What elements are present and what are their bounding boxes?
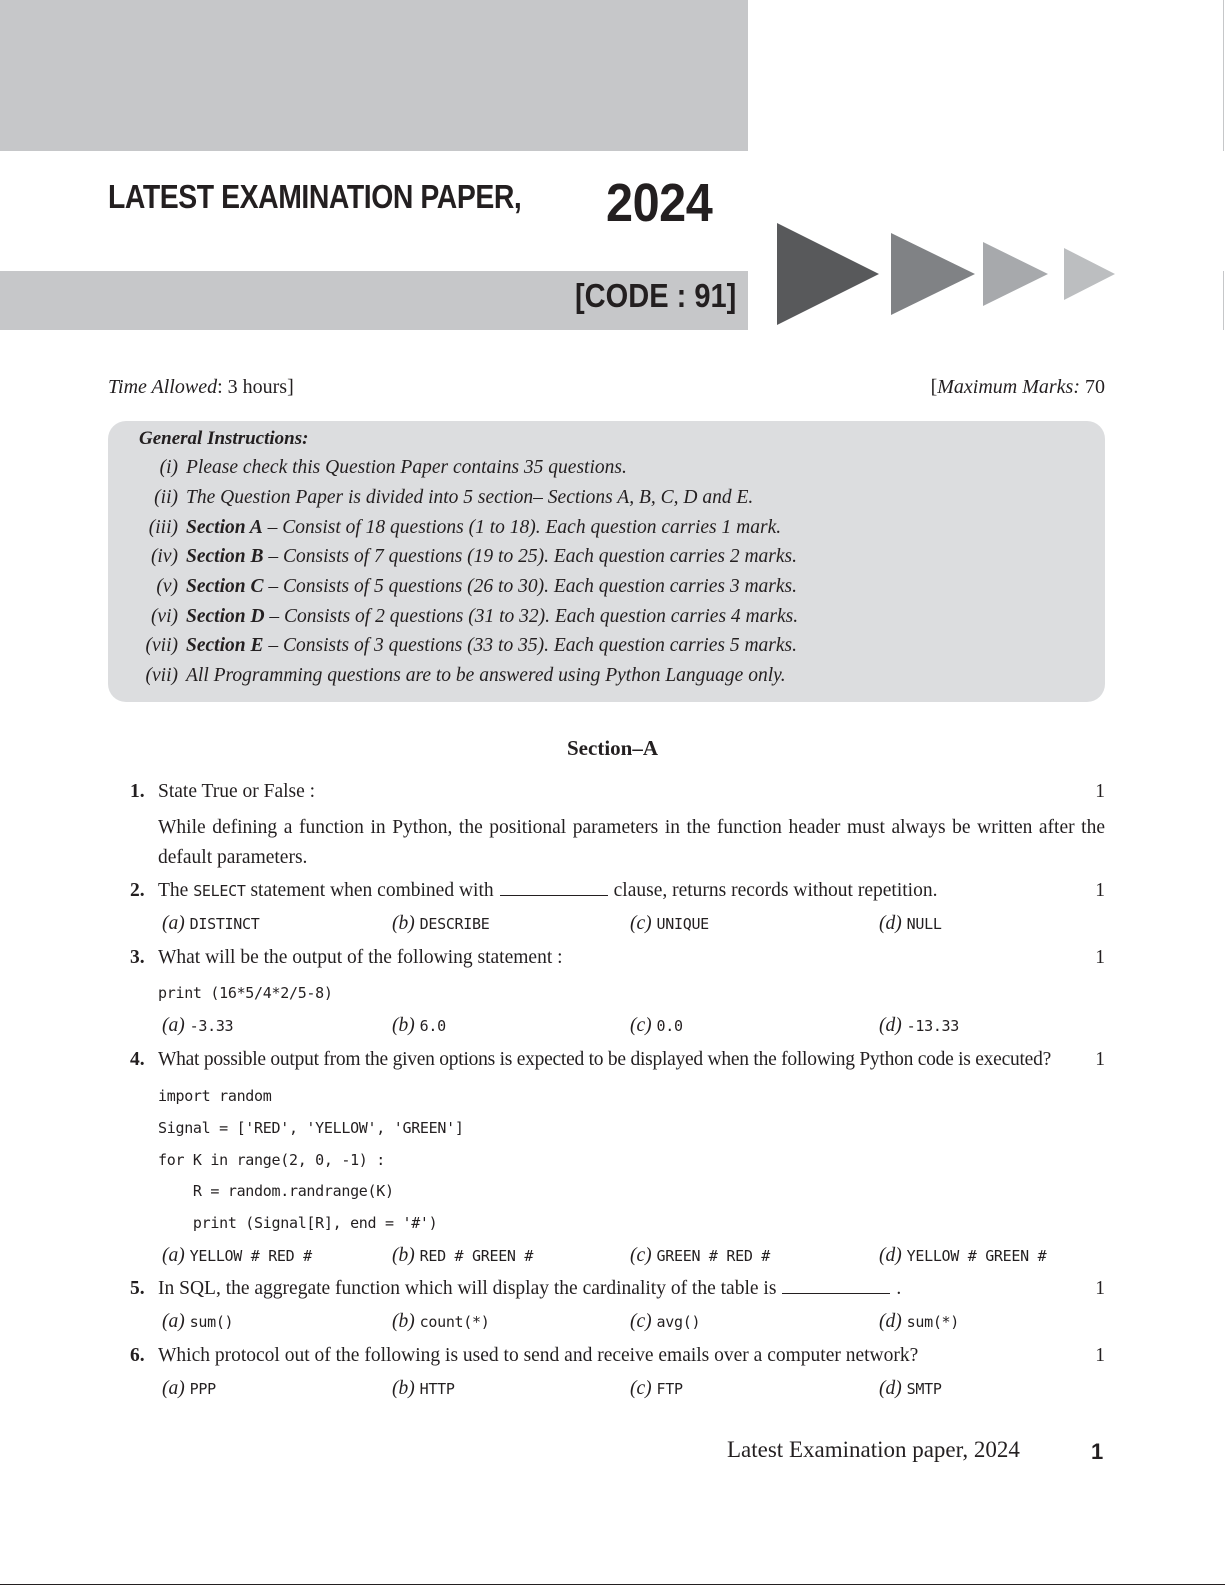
option-value: NULL (906, 915, 942, 933)
code-line: R = random.randrange(K) (158, 1182, 394, 1200)
option-label: (a) (162, 1311, 185, 1332)
option-label: (a) (162, 913, 185, 934)
instruction-number: (vii) (145, 665, 178, 686)
option-b (392, 913, 489, 935)
option-value: YELLOW # RED # (189, 1247, 312, 1265)
section-heading: Section–A (567, 736, 658, 760)
instruction-text (186, 576, 797, 598)
option-value: PPP (189, 1380, 216, 1398)
option-c (630, 913, 709, 935)
inline-code: SELECT (193, 882, 246, 900)
option-value: UNIQUE (656, 915, 709, 933)
footer-running-title: Latest Examination paper, 2024 (727, 1437, 1020, 1462)
instructions-title: General Instructions: (139, 428, 309, 449)
page-edge-line (1223, 0, 1224, 151)
option-a (162, 1311, 233, 1333)
option-label: (d) (879, 1311, 902, 1332)
instruction-bold: Section E (186, 635, 264, 656)
general-instructions-box (108, 421, 1105, 702)
option-value: DISTINCT (189, 915, 260, 933)
page-title (108, 173, 713, 233)
question-number: 3. (130, 947, 145, 968)
option-value: count(*) (419, 1313, 490, 1331)
option-label: (c) (630, 913, 652, 934)
question-text: Which protocol out of the following is used to send and receive emails over a computer network? (158, 1345, 919, 1366)
option-value: sum(*) (906, 1313, 960, 1331)
option-a (162, 1378, 216, 1400)
option-value: -13.33 (906, 1017, 960, 1035)
option-label: (b) (392, 1311, 415, 1332)
option-d (879, 913, 942, 935)
fill-in-blank (500, 881, 608, 896)
instruction-text (186, 487, 753, 509)
option-a (162, 913, 259, 935)
instruction-number: (iii) (148, 517, 178, 538)
option-value: FTP (656, 1380, 683, 1398)
option-value: -3.33 (189, 1017, 234, 1035)
instruction-bold: Section A (186, 517, 263, 538)
code-bar (0, 271, 748, 330)
option-c (630, 1378, 683, 1400)
instruction-body: The Question Paper is divided into 5 section– Sections A, B, C, D and E. (186, 487, 754, 508)
code-line: for K in range(2, 0, -1) : (158, 1151, 386, 1169)
option-label: (a) (162, 1245, 185, 1266)
instruction-text (186, 635, 797, 657)
option-label: (c) (630, 1015, 652, 1036)
arrow-decoration (770, 215, 1120, 330)
page-number: 1 (1091, 1439, 1104, 1464)
instruction-body: – Consist of 18 questions (1 to 18). Each question carries 1 mark. (262, 517, 782, 538)
option-d (879, 1311, 959, 1333)
paper-code: [CODE : 91] (574, 277, 736, 314)
arrow-icon-1 (777, 223, 879, 325)
option-value: GREEN # RED # (656, 1247, 771, 1265)
option-label: (b) (392, 1245, 415, 1266)
instruction-number: (ii) (154, 487, 178, 508)
question-marks: 1 (1095, 781, 1105, 802)
question-text (158, 1278, 901, 1300)
option-label: (c) (630, 1245, 652, 1266)
option-value: YELLOW # GREEN # (906, 1247, 1047, 1265)
option-value: sum() (189, 1313, 234, 1331)
question-statement: While defining a function in Python, the positional parameters in the function header must always be written after the default parameters. (158, 817, 1105, 868)
option-c (630, 1311, 700, 1333)
option-a (162, 1245, 312, 1267)
option-d (879, 1015, 959, 1037)
time-value: : 3 hours] (217, 376, 294, 398)
question-number: 2. (130, 880, 145, 901)
instruction-bold: Section D (186, 606, 265, 627)
instruction-bold: Section B (186, 546, 264, 567)
question-marks: 1 (1095, 880, 1105, 901)
marks-value: 70 (1080, 376, 1105, 398)
code-line: print (16*5/4*2/5-8) (158, 984, 333, 1002)
instruction-number: (iv) (150, 546, 178, 567)
time-label: Time Allowed (108, 376, 218, 398)
option-label: (d) (879, 1015, 902, 1036)
option-value: 6.0 (419, 1017, 446, 1035)
question-number: 4. (130, 1049, 145, 1070)
question-marks: 1 (1095, 1345, 1105, 1366)
option-b (392, 1245, 533, 1267)
title-text: LATEST EXAMINATION PAPER, (108, 178, 522, 215)
instruction-text (186, 517, 781, 539)
question-number: 6. (130, 1345, 145, 1366)
question-marks: 1 (1095, 1278, 1105, 1299)
instruction-body: Please check this Question Paper contains 35 questions. (186, 457, 627, 478)
question-text: What possible output from the given options is expected to be displayed when the following Python code is executed? (158, 1049, 1051, 1070)
instruction-text (186, 457, 627, 479)
option-label: (d) (879, 1245, 902, 1266)
question-text-part: In SQL, the aggregate function which will display the cardinality of the table is (158, 1278, 777, 1299)
option-a (162, 1015, 233, 1037)
option-label: (b) (392, 913, 415, 934)
code-line: print (Signal[R], end = '#') (158, 1214, 438, 1232)
maximum-marks (931, 376, 1105, 399)
question-text-part: clause, returns records without repetition. (613, 880, 938, 901)
marks-bracket: [ (930, 376, 938, 398)
instruction-body: All Programming questions are to be answered using Python Language only. (186, 665, 786, 686)
option-d (879, 1245, 1046, 1267)
option-value: HTTP (419, 1380, 455, 1398)
question-text-part: The (158, 880, 194, 901)
option-value: avg() (656, 1313, 701, 1331)
option-value: DESCRIBE (419, 915, 490, 933)
marks-label: Maximum Marks: (937, 376, 1080, 398)
question-text-part: . (896, 1278, 902, 1299)
instruction-body: – Consists of 5 questions (26 to 30). Each question carries 3 marks. (263, 576, 797, 597)
option-label: (b) (392, 1378, 415, 1399)
time-allowed (108, 376, 294, 399)
code-line: Signal = ['RED', 'YELLOW', 'GREEN'] (158, 1119, 464, 1137)
instruction-number: (v) (156, 576, 178, 597)
arrow-icon-2 (891, 233, 975, 315)
option-c (630, 1245, 770, 1267)
question-text: State True or False : (158, 781, 316, 802)
option-c (630, 1015, 683, 1037)
option-label: (c) (630, 1378, 652, 1399)
page-edge-line (1223, 271, 1224, 330)
instruction-text (186, 546, 797, 568)
instruction-body: – Consists of 2 questions (31 to 32). Each question carries 4 marks. (264, 606, 799, 627)
option-label: (c) (630, 1311, 652, 1332)
question-marks: 1 (1095, 947, 1105, 968)
option-label: (b) (392, 1015, 415, 1036)
instruction-body: – Consists of 3 questions (33 to 35). Each question carries 5 marks. (263, 635, 797, 656)
fill-in-blank (782, 1279, 890, 1294)
instruction-number: (vi) (150, 606, 178, 627)
arrow-icon-3 (983, 242, 1048, 306)
option-d (879, 1378, 942, 1400)
option-label: (a) (162, 1378, 185, 1399)
option-value: SMTP (906, 1380, 942, 1398)
instruction-text (186, 606, 798, 628)
option-b (392, 1015, 446, 1037)
code-line: import random (158, 1087, 272, 1105)
question-text (158, 880, 937, 902)
arrow-icon-4 (1064, 248, 1115, 300)
question-text-part: statement when combined with (245, 880, 494, 901)
question-text: What will be the output of the following statement : (158, 947, 563, 968)
option-value: RED # GREEN # (419, 1247, 534, 1265)
option-b (392, 1378, 455, 1400)
question-number: 5. (130, 1278, 145, 1299)
question-number: 1. (130, 781, 145, 802)
option-label: (a) (162, 1015, 185, 1036)
title-year: 2024 (606, 173, 713, 233)
option-label: (d) (879, 1378, 902, 1399)
instruction-number: (vii) (145, 635, 178, 656)
instruction-body: – Consists of 7 questions (19 to 25). Each question carries 2 marks. (263, 546, 797, 567)
header-top-band (0, 0, 748, 151)
question-marks: 1 (1095, 1049, 1105, 1070)
instruction-number: (i) (159, 457, 178, 478)
instruction-bold: Section C (186, 576, 264, 597)
instruction-text (186, 665, 786, 687)
option-b (392, 1311, 489, 1333)
option-value: 0.0 (656, 1017, 683, 1035)
option-label: (d) (879, 913, 902, 934)
